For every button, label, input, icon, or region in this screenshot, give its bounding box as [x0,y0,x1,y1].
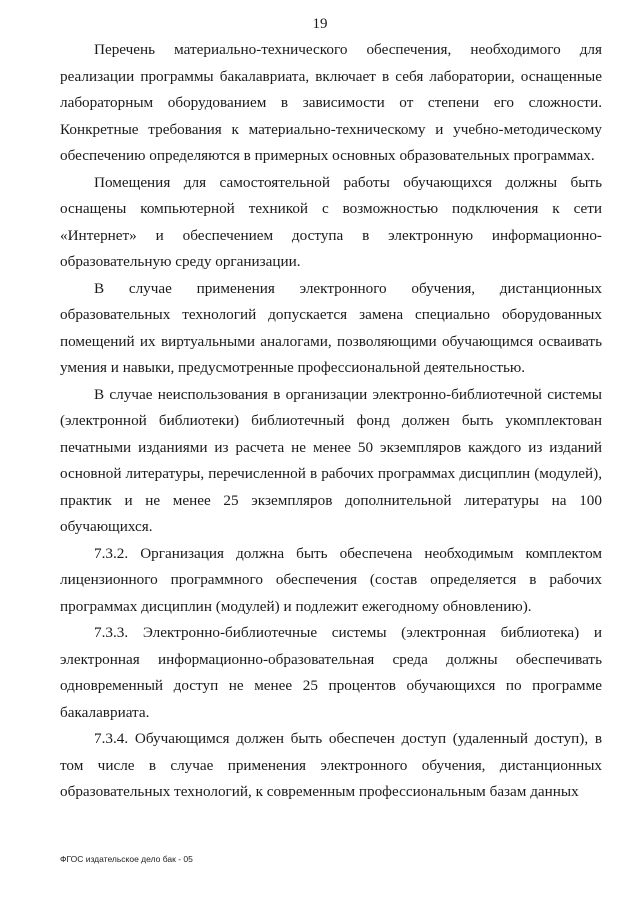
paragraph-equipment-list: Перечень материально-технического обеспечения, необходимого для реализации программы бакалавриата, включает в себя лаборатории, оснащенные лабораторным оборудованием в зависимости от степени его сложности. Конкретные требования к материально-техническому и учебно-методическому обеспечению определяются в примерных основных образовательных программах. [60,41,602,164]
document-body [60,37,602,806]
paragraph-e-learning-virtual-analogs: В случае применения электронного обучения, дистанционных образовательных технологий допускается замена специально оборудованных помещений их виртуальными аналогами, позволяющими обучающимся осваивать умения и навыки, предусмотренные профессиональной деятельностью. [60,279,602,376]
page-number: 19 [312,16,328,32]
paragraph-7-3-3-electronic-library: 7.3.3. Электронно-библиотечные системы (электронная библиотека) и электронная информационно-образовательная среда должны обеспечивать одновременный доступ не менее 25 процентов обучающихся по программе бакалавриата. [60,624,602,721]
footer-document-code: ФГОС издательское дело бак - 05 [60,854,193,864]
paragraph-self-study-rooms: Помещения для самостоятельной работы обучающихся должны быть оснащены компьютерной техникой с возможностью подключения к сети «Интернет» и обеспечением доступа в электронную информационно-образовательную среду организации. [60,173,602,270]
paragraph-library-fund: В случае неиспользования в организации электронно-библиотечной системы (электронной библиотеки) библиотечный фонд должен быть укомплектован печатными изданиями из расчета не менее 50 экземпляров каждого из изданий основной литературы, перечисленной в рабочих программах дисциплин (модулей), практик и не менее 25 экземпляров дополнительной литературы на 100 обучающихся. [60,385,602,535]
paragraph-7-3-4-database-access: 7.3.4. Обучающимся должен быть обеспечен доступ (удаленный доступ), в том числе в случае применения электронного обучения, дистанционных образовательных технологий, к современным профессиональным базам данных [60,730,602,800]
paragraph-7-3-2-licensed-software: 7.3.2. Организация должна быть обеспечена необходимым комплектом лицензионного программного обеспечения (состав определяется в рабочих программах дисциплин (модулей) и подлежит ежегодному обновлению). [60,544,602,615]
